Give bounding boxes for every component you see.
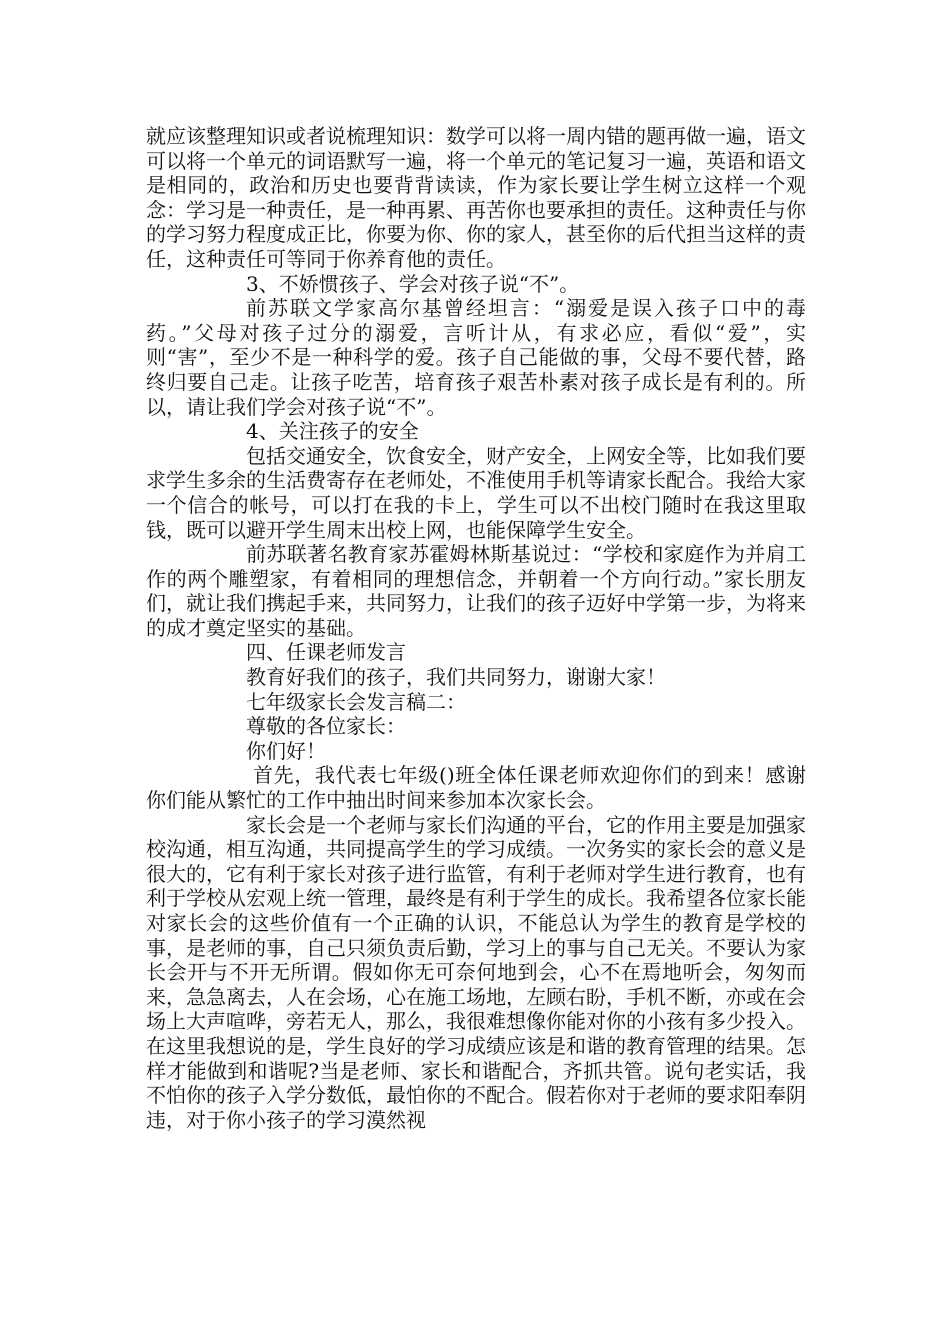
paragraph: 教育好我们的孩子，我们共同努力，谢谢大家！	[246, 665, 666, 690]
paragraph: 家长会是一个老师与家长们沟通的平台，它的作用主要是加强家校沟通，相互沟通，共同提高学生的学习成绩。一次务实的家长会的意义是很大的，它有利于家长对孩子进行监管，有利于老师对学生进行教育，也有利于学校从宏观上统一管理，最终是有利于学生的成长。我希望各位家长能对家长会的这些价值有一个正确的认识，不能总认为学生的教育是学校的事，是老师的事，自己只须负责后勤，学习上的事与自己无关。不要认为家长会开与不开无所谓。假如你无可奈何地到会，心不在焉地听会，匆匆而来，急急离去，人在会场，心在施工场地，左顾右盼，手机不断，亦或在会场上大声喧哗，旁若无人，那么，我很难想像你能对你的小孩有多少投入。在这里我想说的是，学生良好的学习成绩应该是和谐的教育管理的结果。怎样才能做到和谐呢?当是老师、家长和谐配合，齐抓共管。说句老实话，我不怕你的孩子入学分数低，最怕你的不配合。假若你对于老师的要求阳奉阴违，对于你小孩子的学习漠然视	[146, 812, 806, 1132]
paragraph: 3、不娇惯孩子、学会对孩子说“不”。	[246, 271, 580, 296]
paragraph: 4、关注孩子的安全	[246, 419, 419, 444]
paragraph: 前苏联文学家高尔基曾经坦言：“溺爱是误入孩子口中的毒药。”父母对孩子过分的溺爱，言听计从，有求必应，看似“爱”，实则“害”，至少不是一种科学的爱。孩子自己能做的事，父母不要代替，路终归要自己走。让孩子吃苦，培育孩子艰苦朴素对孩子成长是有利的。所以，请让我们学会对孩子说“不”。	[146, 296, 806, 419]
paragraph: 就应该整理知识或者说梳理知识：数学可以将一周内错的题再做一遍，语文可以将一个单元的词语默写一遍，将一个单元的笔记复习一遍，英语和语文是相同的，政治和历史也要背背读读，作为家长要让学生树立这样一个观念：学习是一种责任，是一种再累、再苦你也要承担的责任。这种责任与你的学习努力程度成正比，你要为你、你的家人，甚至你的后代担当这样的责任，这种责任可等同于你养育他的责任。	[146, 124, 806, 271]
paragraph: 尊敬的各位家长：	[246, 714, 406, 739]
paragraph: 包括交通安全，饮食安全，财产安全，上网安全等，比如我们要求学生多余的生活费寄存在老师处，不准使用手机等请家长配合。我给大家一个信合的帐号，可以打在我的卡上，学生可以不出校门随时在我这里取钱，既可以避开学生周末出校上网，也能保障学生安全。	[146, 443, 806, 542]
paragraph: 前苏联著名教育家苏霍姆林斯基说过：“学校和家庭作为并肩工作的两个雕塑家，有着相同的理想信念，并朝着一个方向行动。”家长朋友们，就让我们携起手来，共同努力，让我们的孩子迈好中学第一步，为将来的成才奠定坚实的基础。	[146, 542, 806, 640]
paragraph: 首先，我代表七年级()班全体任课老师欢迎你们的到来！感谢你们能从繁忙的工作中抽出时间来参加本次家长会。	[146, 763, 806, 813]
document-body	[146, 124, 806, 1132]
paragraph: 七年级家长会发言稿二：	[246, 689, 466, 714]
paragraph: 四、任课老师发言	[246, 640, 406, 665]
paragraph: 你们好！	[246, 738, 326, 763]
